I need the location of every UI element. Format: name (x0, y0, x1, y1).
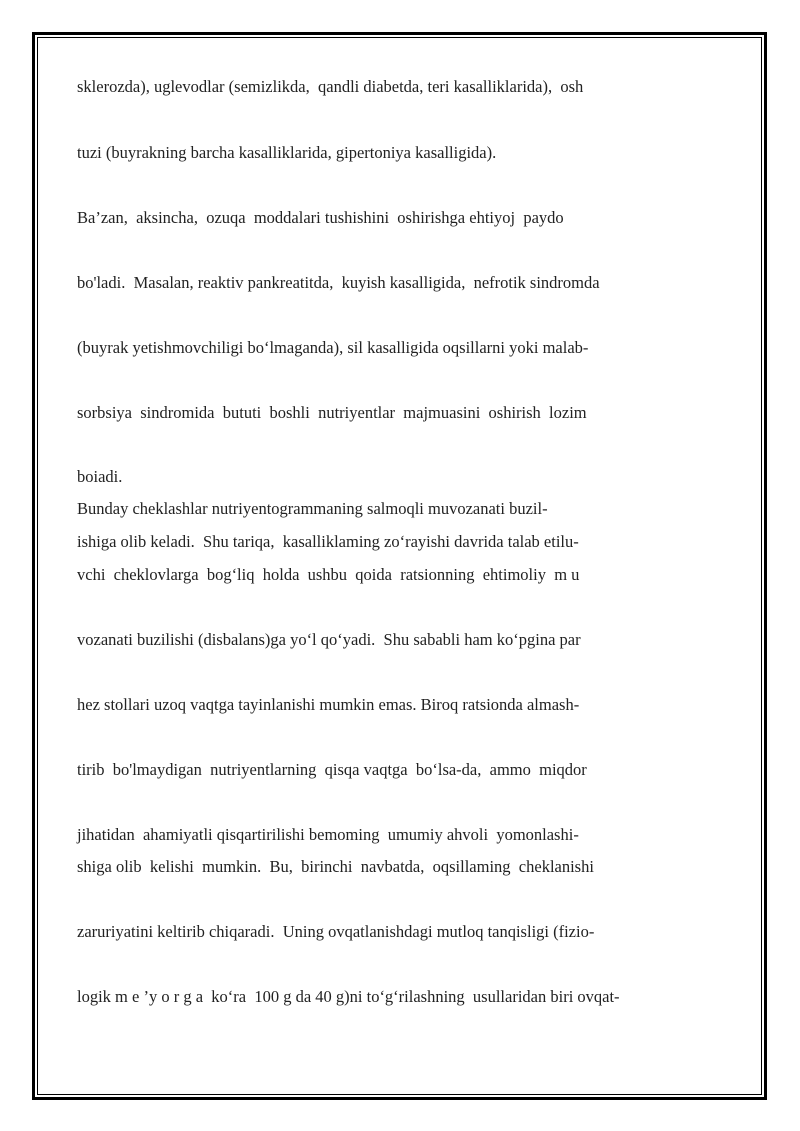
text-line: Bunday cheklashlar nutriyentogrammaning salmoqli muvozanati buzil- (77, 499, 548, 518)
text-line: tirib bo'lmaydigan nutriyentlarning qisqa vaqtga bo‘lsa-da, ammo miqdor (77, 760, 587, 779)
text-line: logik m e ’y o r g a ko‘ra 100 g da 40 g)ni to‘g‘rilashning usullaridan biri ovqat- (77, 987, 620, 1006)
text-line: sklerozda), uglevodlar (semizlikda, qandli diabetda, teri kasalliklarida), osh (77, 77, 584, 96)
text-line: bo'ladi. Masalan, reaktiv pankreatitda, kuyish kasalligida, nefrotik sindromda (77, 273, 600, 292)
text-line: tuzi (buyrakning barcha kasalliklarida, gipertoniya kasalligida). (77, 143, 497, 162)
text-line: (buyrak yetishmovchiligi bo‘lmaganda), sil kasalligida oqsillarni yoki malab- (77, 338, 589, 357)
text-line: shiga olib kelishi mumkin. Bu, birinchi navbatda, oqsillaming cheklanishi (77, 857, 594, 876)
text-line: Ba’zan, aksincha, ozuqa moddalari tushishini oshirishga ehtiyoj paydo (77, 208, 564, 227)
text-line: zaruriyatini keltirib chiqaradi. Uning ovqatlanishdagi mutloq tanqisligi (fizio- (77, 922, 595, 941)
text-line: boiadi. (77, 467, 123, 486)
text-line: vozanati buzilishi (disbalans)ga yo‘l qo‘yadi. Shu sababli ham ko‘pgina par (77, 630, 581, 649)
text-line: ishiga olib keladi. Shu tariqa, kasalliklaming zo‘rayishi davrida talab etilu- (77, 532, 579, 551)
text-line: vchi cheklovlarga bog‘liq holda ushbu qoida ratsionning ehtimoliy m u (77, 565, 580, 584)
text-line: jihatidan ahamiyatli qisqartirilishi bemoming umumiy ahvoli yomonlashi- (77, 825, 579, 844)
text-line: sorbsiya sindromida bututi boshli nutriyentlar majmuasini oshirish lozim (77, 403, 587, 422)
text-line: hez stollari uzoq vaqtga tayinlanishi mumkin emas. Biroq ratsionda almash- (77, 695, 580, 714)
